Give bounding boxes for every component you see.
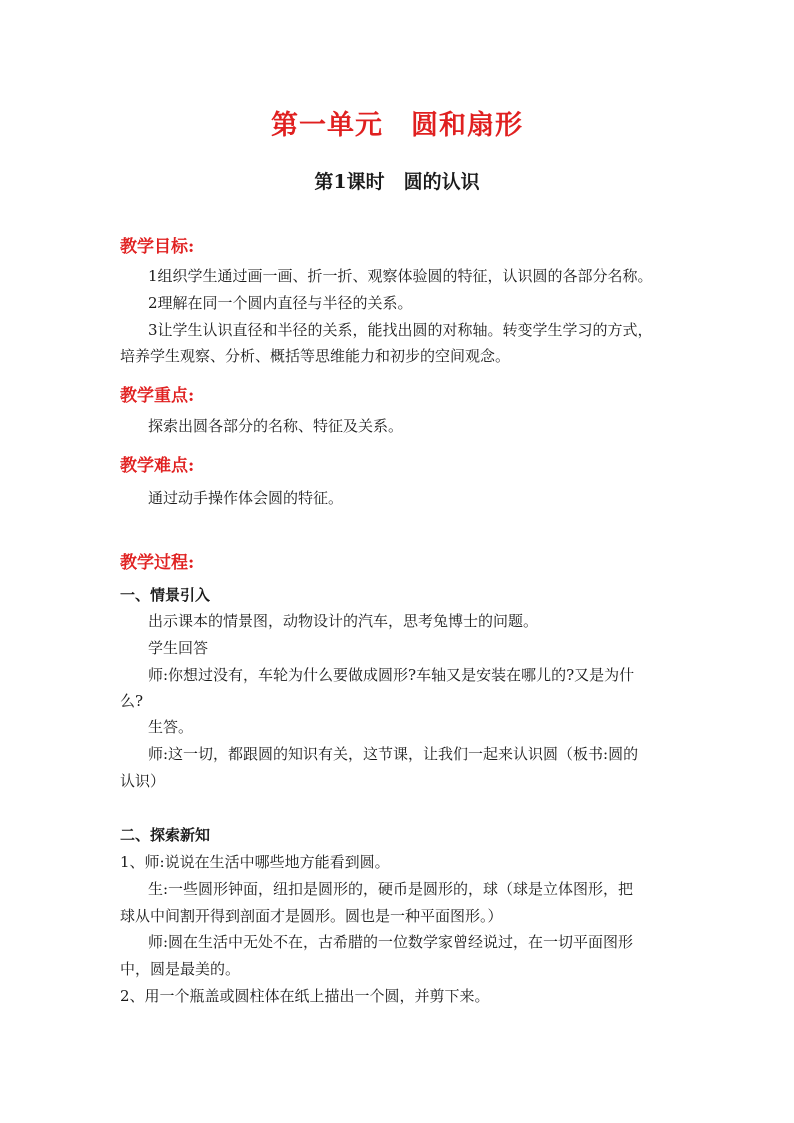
process-heading: 教学过程: [120, 553, 195, 573]
key-points-heading: 教学重点: [120, 386, 195, 406]
goals-heading: 教学目标: [120, 237, 195, 257]
difficulty-heading: 教学难点: [120, 456, 195, 476]
part2-line: 2、用一个瓶盖或圆柱体在纸上描出一个圆，并剪下来。 [120, 987, 490, 1005]
goal-line: 3让学生认识直径和半径的关系，能找出圆的对称轴。转变学生学习的方式， [148, 321, 653, 339]
goal-line: 1组织学生通过画一画、折一折、观察体验圆的特征，认识圆的各部分名称。 [148, 267, 653, 285]
part2-line: 1、师:说说在生活中哪些地方能看到圆。 [120, 853, 390, 871]
part2-line: 师:圆在生活中无处不在，古希腊的一位数学家曾经说过，在一切平面图形 [148, 933, 634, 951]
key-points-text: 探索出圆各部分的名称、特征及关系。 [148, 417, 404, 435]
part1-line: 么? [120, 692, 144, 710]
difficulty-text: 通过动手操作体会圆的特征。 [148, 489, 344, 507]
part1-line: 认识） [120, 772, 166, 790]
part2-line: 中，圆是最美的。 [120, 960, 241, 978]
lesson-title: 第1课时 圆的认识 [314, 171, 480, 193]
part1-line: 师:你想过没有，车轮为什么要做成圆形?车轴又是安装在哪儿的?又是为什 [148, 666, 635, 684]
goal-line: 培养学生观察、分析、概括等思维能力和初步的空间观念。 [120, 347, 511, 365]
part1-heading: 一、情景引入 [120, 586, 211, 604]
part1-line: 生答。 [148, 718, 194, 736]
part1-line: 出示课本的情景图，动物设计的汽车，思考兔博士的问题。 [148, 612, 539, 630]
part1-line: 学生回答 [148, 639, 209, 657]
part2-heading: 二、探索新知 [120, 826, 211, 844]
unit-title: 第一单元 圆和扇形 [271, 110, 523, 141]
part1-line: 师:这一切，都跟圆的知识有关，这节课，让我们一起来认识圆（板书:圆的 [148, 745, 639, 763]
part2-line: 球从中间割开得到剖面才是圆形。圆也是一种平面图形。） [120, 907, 503, 925]
goal-line: 2理解在同一个圆内直径与半径的关系。 [148, 294, 413, 312]
part2-line: 生:一些圆形钟面，纽扣是圆形的，硬币是圆形的，球（球是立体图形，把 [148, 880, 634, 898]
